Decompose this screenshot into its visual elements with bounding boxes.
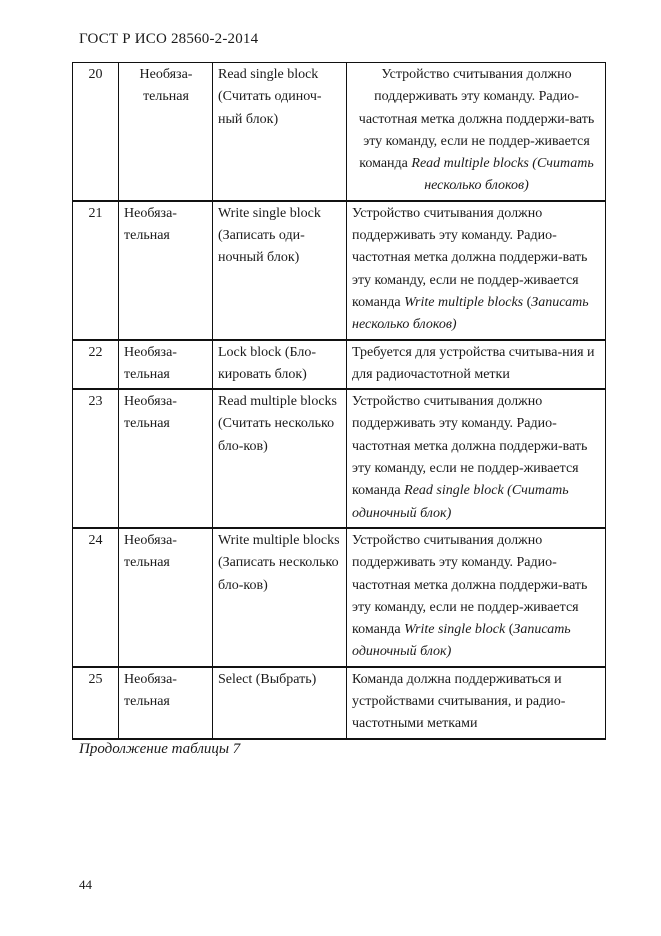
document-header: ГОСТ Р ИСО 28560-2-2014 xyxy=(79,31,259,47)
table-row xyxy=(73,340,606,390)
description-italic: Write single block xyxy=(404,622,506,638)
description-cell xyxy=(347,389,606,528)
row-number: 24 xyxy=(73,528,119,667)
table-row xyxy=(73,667,606,739)
table-row xyxy=(73,528,606,667)
description-text-mid: ( xyxy=(523,294,532,310)
description-italic-2: Записать одиночный блок) xyxy=(352,622,571,660)
row-number: 21 xyxy=(73,201,119,340)
command-cell: Select (Выбрать) xyxy=(213,667,347,739)
row-number: 22 xyxy=(73,340,119,390)
row-number: 25 xyxy=(73,667,119,739)
description-cell: Требуется для устройства считыва-ния и для радиочастотной метки xyxy=(347,340,606,390)
description-cell xyxy=(347,528,606,667)
description-text: Устройство считывания должно поддерживать эту команду. Радио-частотная метка должна поддержи-вать эту команду, если не поддер-живается команда xyxy=(352,532,588,638)
command-cell: Read multiple blocks (Считать несколько бло-ков) xyxy=(213,389,347,528)
description-cell xyxy=(347,63,606,201)
table-row xyxy=(73,201,606,340)
command-cell: Write single block (Записать оди-ночный блок) xyxy=(213,201,347,340)
command-cell: Lock block (Бло-кировать блок) xyxy=(213,340,347,390)
description-cell: Команда должна поддерживаться и устройствами считывания, и радио-частотными метками xyxy=(347,667,606,739)
row-number: 23 xyxy=(73,389,119,528)
page-number: 44 xyxy=(79,877,92,892)
command-cell: Write multiple blocks (Записать несколько бло-ков) xyxy=(213,528,347,667)
requirement-cell: Необяза-тельная xyxy=(119,528,213,667)
description-text: Устройство считывания должно поддерживать эту команду. Радио-частотная метка должна поддержи-вать эту команду, если не поддер-живается команда xyxy=(358,67,595,172)
table-row xyxy=(73,63,606,201)
description-italic: Read single block (Считать одиночный блок) xyxy=(352,483,569,521)
description-italic: Write multiple blocks xyxy=(404,294,524,310)
table-row xyxy=(73,389,606,528)
description-text: Устройство считывания должно поддерживать эту команду. Радио-частотная метка должна поддержи-вать эту команду, если не поддер-живается команда xyxy=(352,394,588,499)
commands-table xyxy=(72,62,606,740)
description-text: Устройство считывания должно поддерживать эту команду. Радио-частотная метка должна поддержи-вать эту команду, если не поддер-живается команда xyxy=(352,205,588,310)
command-cell: Read single block (Считать одиноч-ный блок) xyxy=(213,63,347,201)
requirement-cell xyxy=(119,63,213,201)
requirement-cell: Необяза-тельная xyxy=(119,389,213,528)
requirement-cell: Необяза-тельная xyxy=(119,201,213,340)
row-number: 20 xyxy=(73,63,119,201)
requirement-text: Необяза-тельная xyxy=(139,67,193,105)
description-italic-2: Записать несколько блоков) xyxy=(352,294,589,333)
requirement-cell: Необяза-тельная xyxy=(119,667,213,739)
table-continuation-caption: Продолжение таблицы 7 xyxy=(79,741,241,757)
description-cell xyxy=(347,201,606,340)
description-text-mid: ( xyxy=(505,622,514,638)
description-italic: Read multiple blocks (Считать несколько блоков) xyxy=(411,156,594,194)
requirement-cell: Необяза-тельная xyxy=(119,340,213,390)
